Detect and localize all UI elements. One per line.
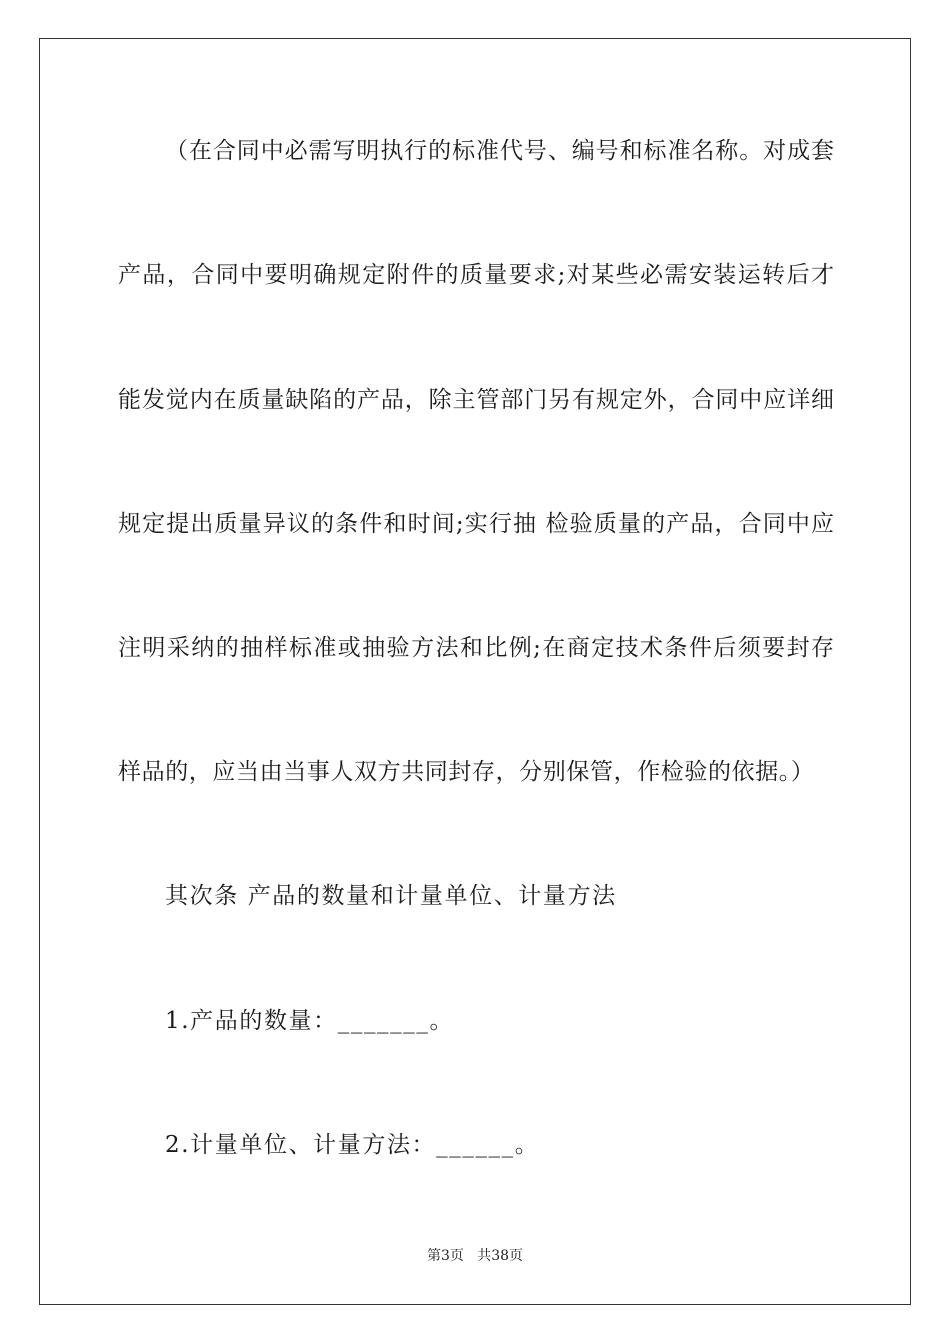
paragraph-line: 注明采纳的抽样标准或抽验方法和比例;在商定技术条件后须要封存 xyxy=(118,635,834,661)
list-item: 2.计量单位、计量方法：______。 xyxy=(165,1132,540,1158)
paragraph-line: 样品的，应当由当事人双方共同封存，分别保管，作检验的依据。） xyxy=(118,759,815,785)
paragraph-line: 能发觉内在质量缺陷的产品，除主管部门另有规定外，合同中应详细 xyxy=(118,387,834,413)
paragraph-line: （在合同中必需写明执行的标准代号、编号和标准名称。对成套 xyxy=(165,138,834,164)
section-heading: 其次条 产品的数量和计量单位、计量方法 xyxy=(165,883,617,909)
list-item: 1.产品的数量：_______。 xyxy=(165,1008,455,1034)
page-footer: 第3页 共38页 xyxy=(426,1248,524,1264)
page-border xyxy=(39,38,911,1305)
paragraph-line: 规定提出质量异议的条件和时间;实行抽 检验质量的产品，合同中应 xyxy=(118,511,834,537)
paragraph-line: 产品，合同中要明确规定附件的质量要求;对某些必需安装运转后才 xyxy=(118,262,834,288)
